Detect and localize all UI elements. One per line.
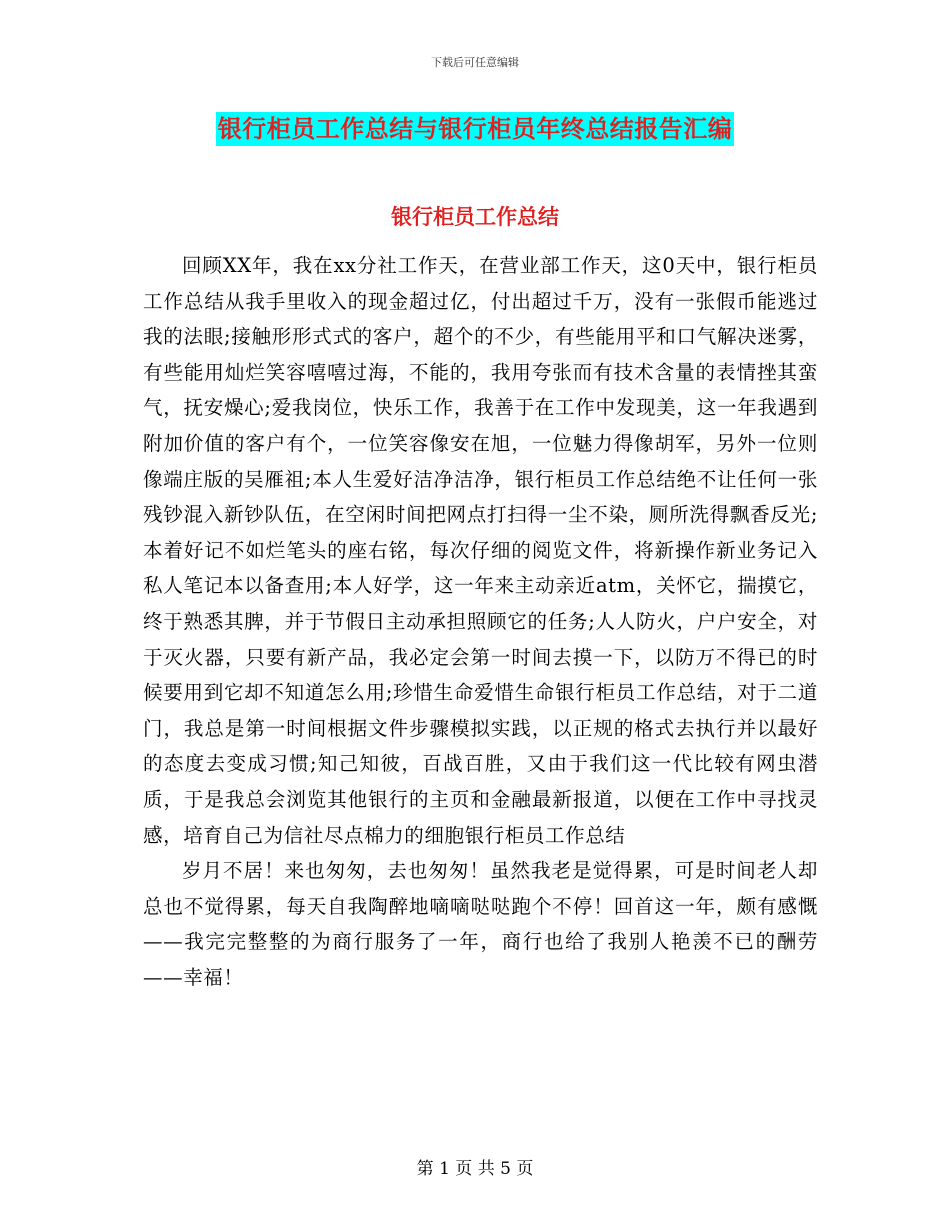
paragraph: 岁月不居！来也匆匆，去也匆匆！虽然我老是觉得累，可是时间老人却总也不觉得累，每天自我陶醉地嘀嘀哒哒跑个不停！回首这一年，颇有感慨——我完完整整的为商行服务了一年，商行也给了我别人艳羡不已的酬劳——幸福！ — [143, 859, 818, 989]
page-header: 下载后可任意编辑 — [431, 56, 519, 69]
document-body — [143, 248, 818, 995]
title-container — [0, 112, 950, 146]
page-footer: 第 1 页 共 5 页 — [416, 1159, 534, 1179]
document-title: 银行柜员工作总结与银行柜员年终总结报告汇编 — [216, 112, 735, 146]
section-title: 银行柜员工作总结 — [391, 204, 559, 229]
paragraph: 回顾XX年，我在xx分社工作天，在营业部工作天，这0天中，银行柜员工作总结从我手里收入的现金超过亿，付出超过千万，没有一张假币能逃过我的法眼;接触形形式式的客户，超个的不少，有些能用平和口气解决迷雾，有些能用灿烂笑容嘻嘻过海，不能的，我用夸张而有技术含量的表情挫其蛮气，抚安燥心;爱我岗位，快乐工作，我善于在工作中发现美，这一年我遇到附加价值的客户有个，一位笑容像安在旭，一位魅力得像胡军，另外一位则像端庄版的吴雁祖;本人生爱好洁净洁净，银行柜员工作总结绝不让任何一张残钞混入新钞队伍，在空闲时间把网点打扫得一尘不染，厕所洗得飘香反光;本着好记不如烂笔头的座右铭，每次仔细的阅览文件，将新操作新业务记入私人笔记本以备查用;本人好学，这一年来主动亲近atm，关怀它，揣摸它，终于熟悉其脾，并于节假日主动承担照顾它的任务;人人防火，户户安全，对于灭火器，只要有新产品，我必定会第一时间去摸一下，以防万不得已的时候要用到它却不知道怎么用;珍惜生命爱惜生命银行柜员工作总结，对于二道门，我总是第一时间根据文件步骤模拟实践，以正规的格式去执行并以最好的态度去变成习惯;知己知彼，百战百胜，又由于我们这一代比较有网虫潜质，于是我总会浏览其他银行的主页和金融最新报道，以便在工作中寻找灵感，培育自己为信社尽点棉力的细胞银行柜员工作总结 — [143, 254, 818, 847]
